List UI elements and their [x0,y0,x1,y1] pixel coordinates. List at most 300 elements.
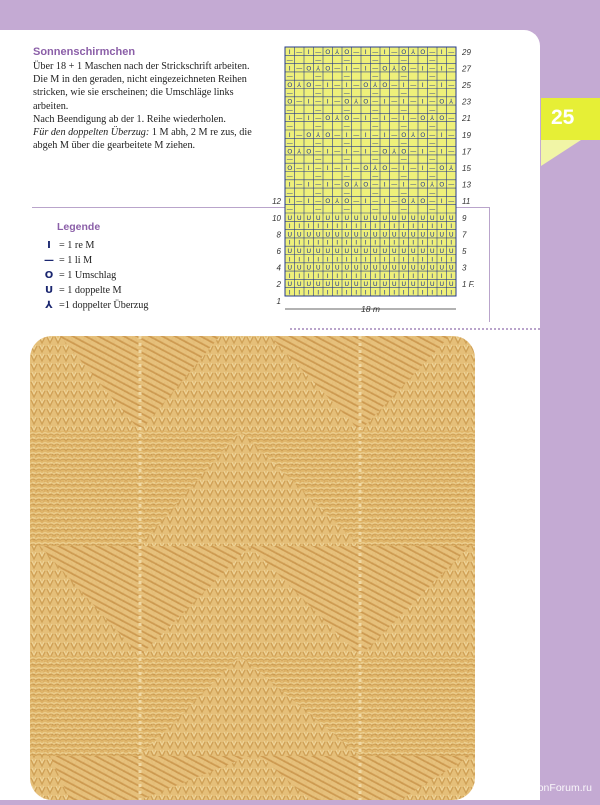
chart-stitch-symbol: I [431,238,434,247]
chart-stitch-symbol: O [439,164,445,172]
legend-title: Legende [57,221,101,233]
chart-stitch-symbol: I [383,288,386,297]
chart-stitch-symbol: — [315,97,322,106]
chart-stitch-symbol: — [286,205,293,214]
chart-stitch-symbol: O [287,147,293,156]
chart-stitch-symbol: U [296,280,302,289]
chart-stitch-symbol: U [353,280,359,289]
chart-stitch-symbol: I [402,222,405,231]
chart-stitch-symbol: U [344,280,350,289]
chart-stitch-symbol: O [439,180,445,189]
chart-stitch-symbol: U [372,263,378,272]
chart-stitch-symbol: O [363,180,369,189]
chart-stitch-symbol: I [383,197,386,206]
chart-stitch-symbol: — [353,130,360,139]
chart-stitch-symbol: I [288,180,291,189]
chart-stitch-symbol: I [345,164,348,172]
chart-stitch-symbol: — [315,188,322,197]
chart-stitch-symbol: O [363,97,369,106]
chart-stitch-symbol: — [429,122,436,131]
chart-stitch-symbol: ⅄ [392,64,397,73]
chart-row-label-right: 29 [462,47,471,57]
chart-stitch-symbol: I [288,238,291,247]
chart-stitch-symbol: I [402,238,405,247]
chart-stitch-symbol: U [401,247,407,255]
chart-width-label: 18 m [361,304,380,314]
chart-stitch-symbol: I [288,130,291,139]
chart-stitch-symbol: U [420,280,426,289]
chart-stitch-symbol: — [400,122,407,131]
chart-stitch-symbol: — [315,122,322,131]
chart-stitch-symbol: — [334,97,341,106]
chart-stitch-symbol: I [298,288,301,297]
chart-stitch-symbol: O [325,197,331,206]
chart-stitch-symbol: — [400,139,407,148]
chart-stitch-symbol: O [382,81,388,89]
chart-stitch-symbol: — [353,81,360,89]
chart-stitch-symbol: — [286,172,293,181]
chart-stitch-symbol: ⅄ [411,197,416,206]
chart-stitch-symbol: — [429,81,436,89]
chart-stitch-symbol: I [402,114,405,123]
chart-stitch-symbol: I [440,47,443,56]
chart-stitch-symbol: — [448,114,455,123]
chart-stitch-symbol: O [382,147,388,156]
chart-stitch-symbol: — [353,64,360,73]
chart-stitch-symbol: — [315,105,322,114]
chart-stitch-symbol: I [383,97,386,106]
chart-stitch-symbol: I [421,255,424,264]
chart-stitch-symbol: — [391,197,398,206]
chart-row-label-left: 6 [276,247,281,256]
chart-stitch-symbol: — [353,197,360,206]
page-number: 25 [551,106,575,129]
chart-stitch-symbol: — [315,164,322,172]
chart-stitch-symbol: U [372,230,378,239]
page-number-tab [541,98,600,140]
chart-stitch-symbol: I [336,238,339,247]
chart-stitch-symbol: U [344,247,350,255]
chart-stitch-symbol: I [298,255,301,264]
chart-stitch-symbol: I [307,97,310,106]
chart-stitch-symbol: I [288,271,291,280]
chart-stitch-symbol: U [420,230,426,239]
chart-stitch-symbol: I [326,81,329,89]
chart-stitch-symbol: I [364,197,367,206]
chart-stitch-symbol: — [410,180,417,189]
chart-stitch-symbol: — [286,89,293,98]
chart-stitch-symbol: I [421,64,424,73]
knitted-sample-photo [30,336,475,800]
chart-stitch-symbol: I [326,271,329,280]
chart-stitch-symbol: — [315,81,322,89]
chart-stitch-symbol: I [326,288,329,297]
chart-stitch-symbol: — [448,147,455,156]
chart-stitch-symbol: — [286,188,293,197]
chart-stitch-symbol: U [439,230,445,239]
chart-stitch-symbol: — [410,81,417,89]
chart-stitch-symbol: I [374,238,377,247]
chart-stitch-symbol: ⅄ [297,81,302,89]
chart-stitch-symbol: I [307,238,310,247]
chart-stitch-symbol: I [288,197,291,206]
chart-stitch-symbol: U [296,263,302,272]
chart-stitch-symbol: U [325,230,331,239]
chart-stitch-symbol: I [374,271,377,280]
page-title: Sonnenschirmchen [33,46,136,58]
chart-stitch-symbol: — [410,114,417,123]
chart-stitch-symbol: — [343,139,350,148]
chart-stitch-symbol: U [353,213,359,222]
site-watermark: PassionForum.ru [512,782,592,794]
chart-stitch-symbol: I [326,147,329,156]
chart-stitch-symbol: — [334,64,341,73]
chart-stitch-symbol: — [372,89,379,98]
chart-stitch-symbol: — [353,147,360,156]
chart-stitch-symbol: U [353,230,359,239]
chart-stitch-symbol: O [439,114,445,123]
chart-stitch-symbol: U [372,247,378,255]
chart-stitch-symbol: I [383,130,386,139]
chart-stitch-symbol: — [429,56,436,65]
chart-stitch-symbol: U [344,230,350,239]
chart-stitch-symbol: U [287,247,293,255]
chart-stitch-symbol: U [287,213,293,222]
chart-stitch-symbol: I [440,197,443,206]
chart-stitch-symbol: I [364,114,367,123]
chart-stitch-symbol: U [429,280,435,289]
chart-stitch-symbol: — [448,130,455,139]
chart-stitch-symbol: — [296,114,303,123]
chart-stitch-symbol: U [429,247,435,255]
chart-stitch-symbol: U [363,247,369,255]
chart-stitch-symbol: I [364,47,367,56]
chart-stitch-symbol: — [429,155,436,164]
chart-stitch-symbol: I [355,222,358,231]
chart-stitch-symbol: — [334,180,341,189]
chart-stitch-symbol: — [448,197,455,206]
chart-stitch-symbol: I [393,271,396,280]
chart-stitch-symbol: I [440,271,443,280]
chart-stitch-symbol: — [286,56,293,65]
chart-stitch-symbol: — [353,114,360,123]
chart-stitch-symbol: — [315,89,322,98]
chart-stitch-symbol: ⅄ [411,47,416,56]
chart-stitch-symbol: U [296,213,302,222]
double-stitch-icon: U [44,285,54,296]
chart-stitch-symbol: O [420,180,426,189]
chart-stitch-symbol: I [317,222,320,231]
chart-stitch-symbol: I [336,222,339,231]
chart-stitch-symbol: I [421,288,424,297]
chart-stitch-symbol: — [343,56,350,65]
chart-stitch-symbol: I [355,271,358,280]
chart-stitch-symbol: I [336,271,339,280]
chart-stitch-symbol: U [325,213,331,222]
legend-item-double-decrease [42,300,148,311]
chart-stitch-symbol: — [286,122,293,131]
chart-stitch-symbol: — [286,155,293,164]
chart-stitch-symbol: — [296,180,303,189]
chart-row-label-left: 10 [272,213,281,223]
chart-stitch-symbol: U [401,213,407,222]
chart-stitch-symbol: I [383,114,386,123]
chart-stitch-symbol: — [315,197,322,206]
chart-stitch-symbol: ⅄ [354,97,359,106]
chart-stitch-symbol: O [344,114,350,123]
chart-row-label-left: 4 [276,263,281,273]
decrease-label: Für den doppelten Überzug: [33,127,150,139]
chart-stitch-symbol: I [421,271,424,280]
chart-stitch-symbol: — [391,47,398,56]
chart-stitch-symbol: I [345,81,348,89]
chart-stitch-symbol: — [429,130,436,139]
chart-stitch-symbol: I [364,64,367,73]
chart-stitch-symbol: — [296,47,303,56]
chart-stitch-symbol: I [326,97,329,106]
chart-stitch-symbol: — [334,130,341,139]
chart-stitch-symbol: — [353,47,360,56]
chart-stitch-symbol: I [317,238,320,247]
knitted-sample-image [30,336,475,800]
chart-stitch-symbol: U [410,263,416,272]
chart-row-label-left: 2 [276,280,281,290]
chart-stitch-symbol: U [448,230,454,239]
chart-stitch-symbol: I [440,64,443,73]
chart-row-label-right: 23 [462,97,471,107]
chart-stitch-symbol: — [286,105,293,114]
chart-stitch-symbol: — [315,155,322,164]
chart-stitch-symbol: U [410,213,416,222]
chart-stitch-symbol: I [288,64,291,73]
chart-stitch-symbol: U [306,213,312,222]
chart-stitch-symbol: I [402,164,405,172]
chart-stitch-symbol: — [286,139,293,148]
chart-stitch-symbol: — [448,81,455,89]
chart-stitch-symbol: I [383,238,386,247]
chart-stitch-symbol: O [401,47,407,56]
chart-stitch-symbol: — [400,172,407,181]
chart-stitch-symbol: I [364,271,367,280]
chart-stitch-symbol: O [401,147,407,156]
chart-stitch-symbol: U [372,213,378,222]
chart-row-label-right: 17 [462,147,471,157]
chart-stitch-symbol: I [402,180,405,189]
chart-stitch-symbol: — [429,172,436,181]
legend-label: = 1 re M [59,240,95,251]
chart-stitch-symbol: I [450,222,453,231]
chart-stitch-symbol: O [363,164,369,172]
chart-stitch-symbol: O [325,130,331,139]
chart-stitch-symbol: U [448,280,454,289]
chart-stitch-symbol: — [315,180,322,189]
chart-stitch-symbol: U [334,230,340,239]
chart-stitch-symbol: — [315,147,322,156]
chart-row-label-right: 13 [462,180,471,190]
chart-stitch-symbol: O [306,147,312,156]
knitting-chart [270,42,490,322]
chart-stitch-symbol: U [325,280,331,289]
chart-stitch-symbol: — [334,164,341,172]
chart-stitch-symbol: I [383,180,386,189]
chart-row-label-right: 21 [462,114,471,124]
chart-row-label-right: 27 [462,64,471,74]
chart-stitch-symbol: I [421,147,424,156]
chart-stitch-symbol: O [420,197,426,206]
chart-stitch-symbol: ⅄ [373,81,378,89]
chart-stitch-symbol: O [287,164,293,172]
chart-stitch-symbol: I [326,255,329,264]
chart-stitch-symbol: U [334,213,340,222]
legend-item-knit [42,240,94,251]
chart-stitch-symbol: I [450,271,453,280]
chart-stitch-symbol: U [382,230,388,239]
legend-label: = 1 li M [59,255,93,266]
chart-stitch-symbol: I [345,64,348,73]
chart-stitch-symbol: U [401,280,407,289]
chart-stitch-symbol: O [401,197,407,206]
knit-stitch-icon: I [47,240,51,251]
chart-stitch-symbol: I [355,255,358,264]
chart-stitch-symbol: I [326,222,329,231]
chart-stitch-symbol: — [343,89,350,98]
chart-stitch-symbol: U [420,247,426,255]
chart-stitch-symbol: I [393,238,396,247]
chart-stitch-symbol: — [429,188,436,197]
chart-stitch-symbol: — [315,47,322,56]
chart-stitch-symbol: ⅄ [430,180,435,189]
chart-stitch-symbol: — [343,155,350,164]
chart-stitch-symbol: — [372,114,379,123]
chart-stitch-symbol: O [420,47,426,56]
chart-stitch-symbol: I [450,238,453,247]
chart-stitch-symbol: U [296,247,302,255]
chart-stitch-symbol: U [448,263,454,272]
chart-stitch-symbol: I [431,288,434,297]
chart-stitch-symbol: U [325,247,331,255]
instructions [33,60,258,152]
chart-stitch-symbol: ⅄ [316,130,321,139]
chart-stitch-symbol: — [400,72,407,81]
chart-stitch-symbol: ⅄ [297,147,302,156]
chart-row-label-right: 3 [462,263,467,273]
chart-stitch-symbol: ⅄ [335,197,340,206]
chart-stitch-symbol: — [429,89,436,98]
chart-stitch-symbol: — [372,147,379,156]
chart-stitch-symbol: — [429,205,436,214]
chart-stitch-symbol: O [363,81,369,89]
chart-stitch-symbol: I [364,222,367,231]
chart-stitch-symbol: I [440,81,443,89]
chart-stitch-symbol: — [429,105,436,114]
chart-stitch-symbol: — [429,97,436,106]
chart-stitch-symbol: — [315,72,322,81]
chart-stitch-symbol: I [345,255,348,264]
chart-stitch-symbol: I [421,164,424,172]
chart-stitch-symbol: ⅄ [354,180,359,189]
chart-stitch-symbol: — [372,105,379,114]
chart-row-label-right: 9 [462,213,467,223]
chart-stitch-symbol: I [412,238,415,247]
chart-stitch-symbol: — [372,155,379,164]
chart-row-label-left: 12 [272,197,281,207]
chart-stitch-symbol: I [364,255,367,264]
chart-stitch-symbol: — [429,47,436,56]
chart-stitch-symbol: U [382,213,388,222]
chart-stitch-symbol: U [448,247,454,255]
chart-stitch-symbol: I [383,222,386,231]
chart-stitch-symbol: I [431,222,434,231]
chart-stitch-symbol: U [401,230,407,239]
chart-row-label-right: 11 [462,197,471,207]
chart-stitch-symbol: — [410,97,417,106]
chart-stitch-symbol: I [440,238,443,247]
chart-stitch-symbol: U [353,263,359,272]
chart-stitch-symbol: O [344,97,350,106]
chart-stitch-symbol: I [393,222,396,231]
chart-row-label-right: 19 [462,130,471,140]
chart-stitch-symbol: I [412,255,415,264]
chart-stitch-symbol: I [307,222,310,231]
chart-stitch-symbol: O [439,97,445,106]
chart-stitch-symbol: I [307,47,310,56]
chart-stitch-symbol: — [334,147,341,156]
chart-stitch-symbol: I [307,197,310,206]
chart-stitch-symbol: I [412,222,415,231]
chart-row-label-right: 1 F. [462,280,475,290]
chart-stitch-symbol: — [400,89,407,98]
instructions-paragraph: Über 18 + 1 Maschen nach der Strickschrift arbeiten. Die M in den geraden, nicht eingezeichneten Reihen stricken, wie sie erscheinen; die Umschläge links arbeiten. [33,61,250,112]
chart-stitch-symbol: O [306,81,312,89]
chart-stitch-symbol: U [344,263,350,272]
chart-stitch-symbol: U [334,247,340,255]
chart-stitch-symbol: I [421,222,424,231]
chart-stitch-symbol: O [344,180,350,189]
chart-stitch-symbol: U [391,213,397,222]
chart-stitch-symbol: U [315,263,321,272]
chart-stitch-symbol: — [391,180,398,189]
chart-stitch-symbol: I [364,238,367,247]
chart-stitch-symbol: I [317,271,320,280]
chart-stitch-symbol: — [448,180,455,189]
chart-stitch-symbol: I [374,255,377,264]
chart-stitch-symbol: — [372,56,379,65]
chart-stitch-symbol: I [307,180,310,189]
chart-stitch-symbol: I [298,238,301,247]
chart-stitch-symbol: ⅄ [449,164,454,172]
double-decrease-icon: ⅄ [45,300,53,311]
chart-row-label-right: 15 [462,164,471,173]
knitting-chart-grid [270,42,490,322]
chart-stitch-symbol: I [345,238,348,247]
chart-stitch-symbol: — [372,205,379,214]
chart-stitch-symbol: — [372,130,379,139]
chart-stitch-symbol: U [315,213,321,222]
chart-stitch-symbol: O [401,130,407,139]
chart-stitch-symbol: O [325,114,331,123]
decrease-text: 1 M abh, 2 M re zus, die abgeh M über die gearbeitete M ziehen. [33,127,252,152]
chart-stitch-symbol: O [401,64,407,73]
chart-stitch-symbol: I [412,288,415,297]
chart-stitch-symbol: U [439,247,445,255]
chart-stitch-symbol: U [420,263,426,272]
legend-label: = 1 doppelte M [59,285,122,296]
chart-stitch-symbol: I [307,114,310,123]
dotted-divider [290,328,540,330]
chart-stitch-symbol: — [400,105,407,114]
chart-row-label-right: 25 [462,81,471,90]
chart-stitch-symbol: — [391,97,398,106]
